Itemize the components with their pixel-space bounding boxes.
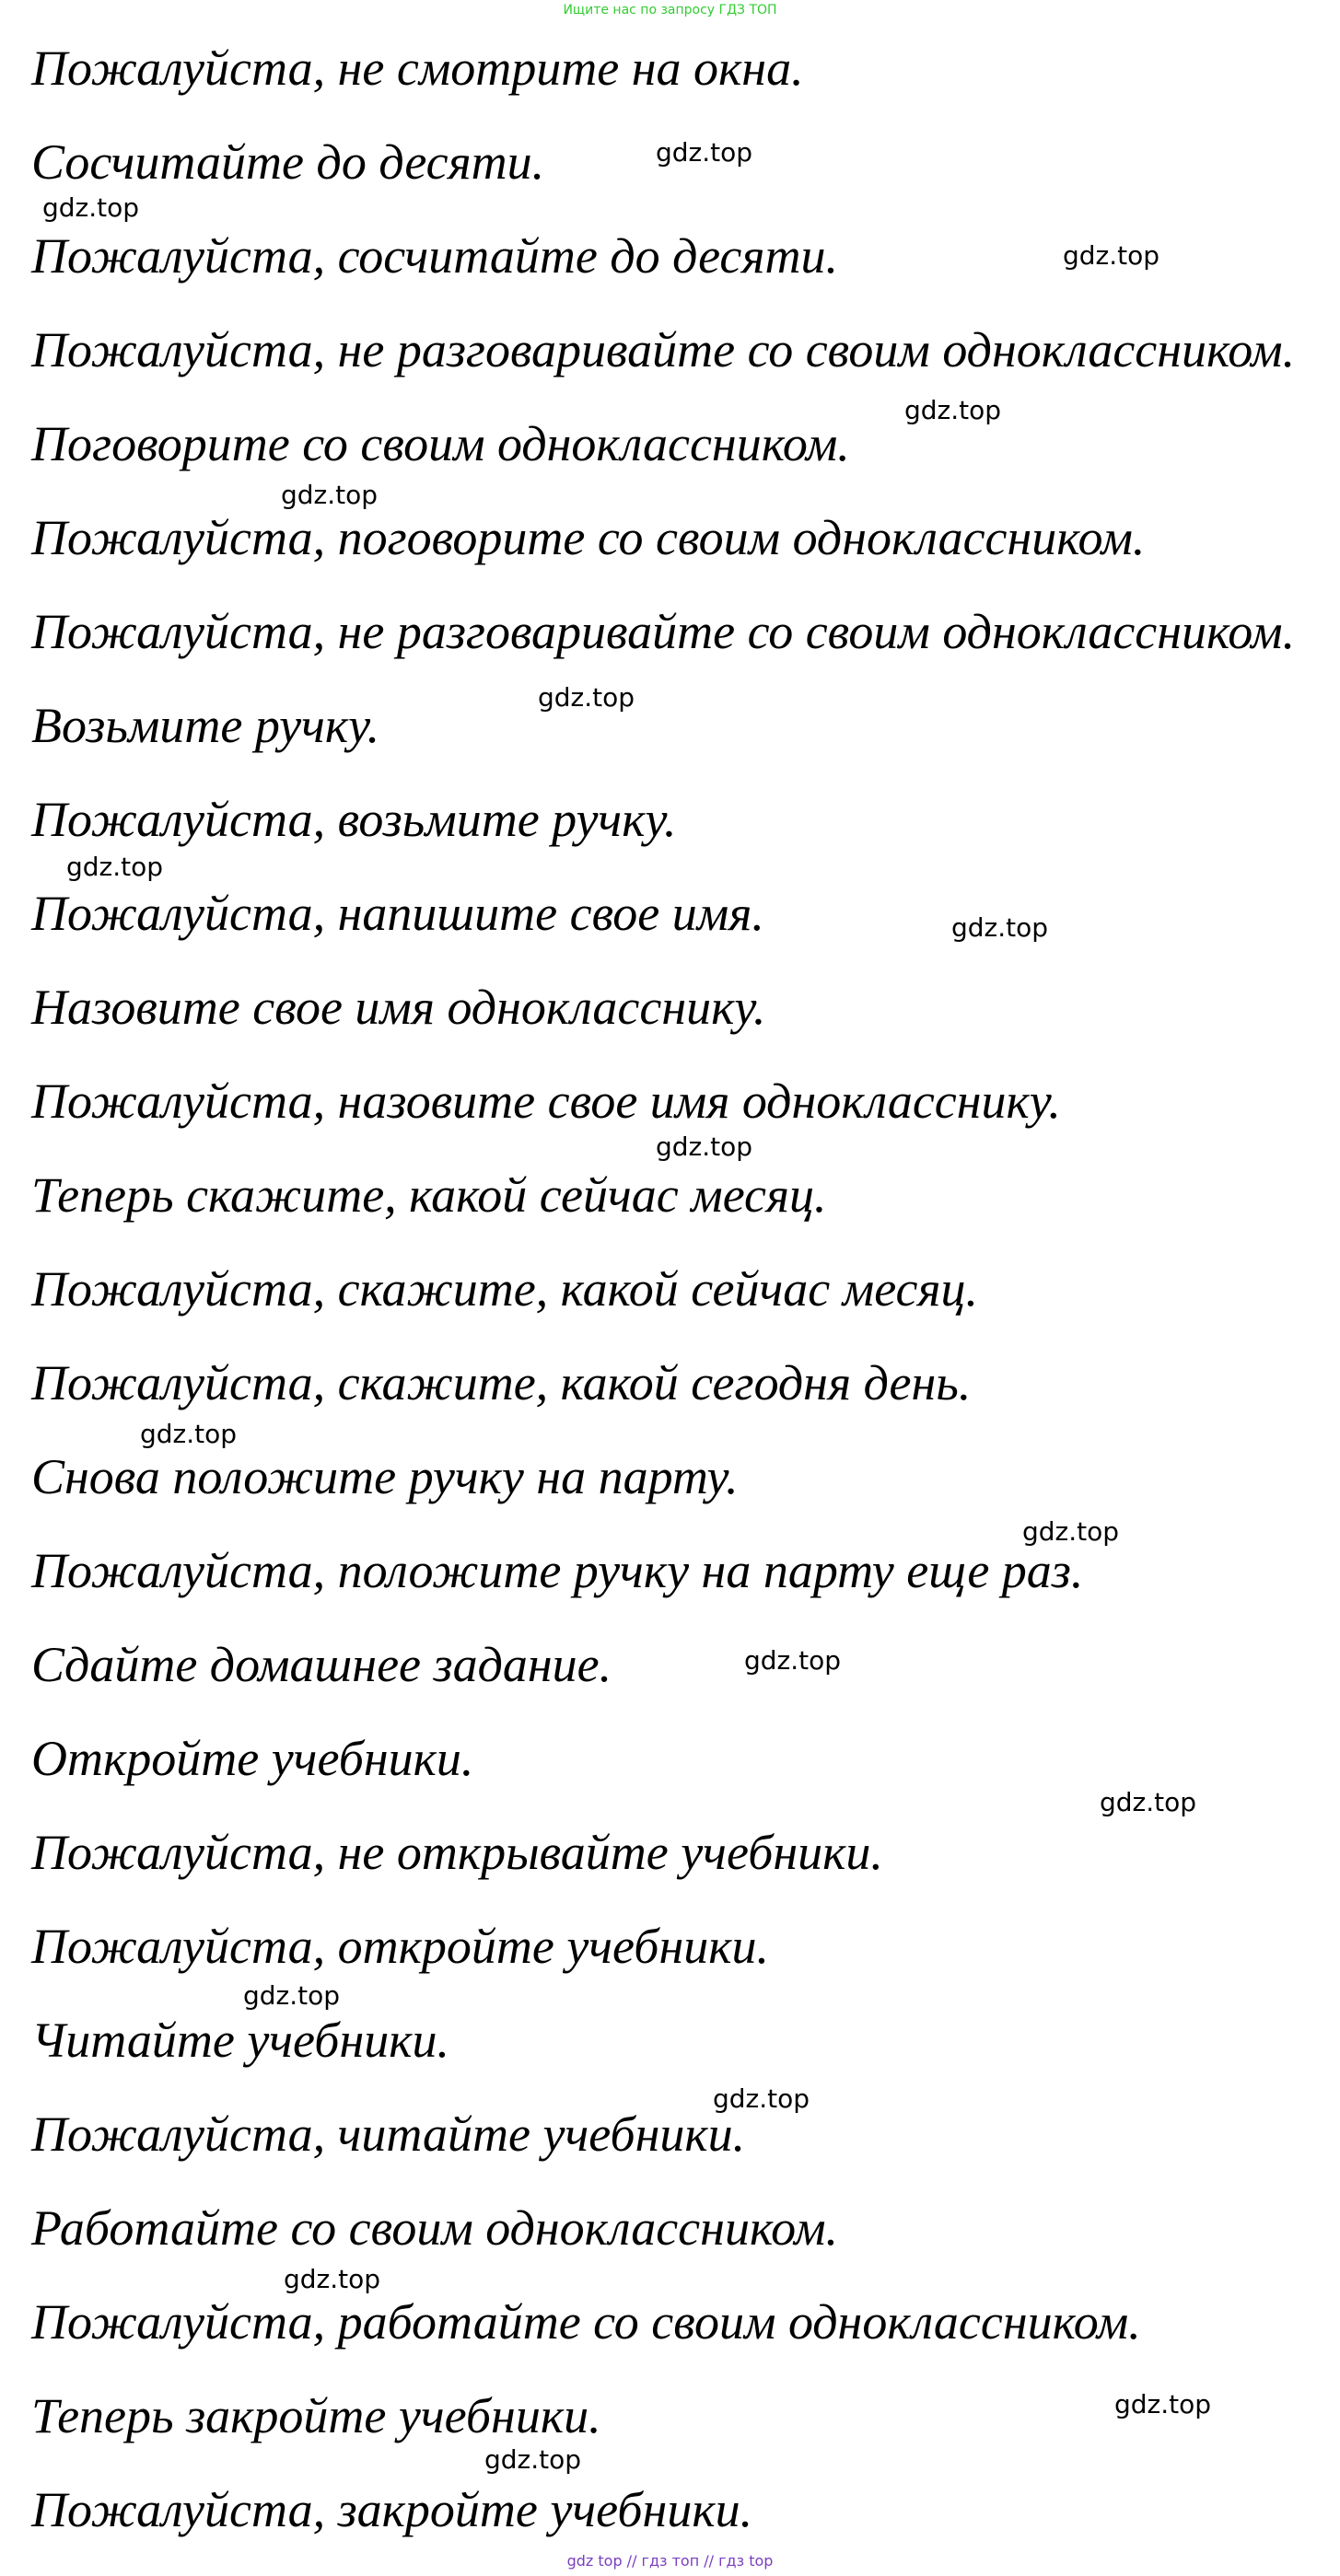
sentence-line: Пожалуйста, работайте со своим одноклассником.	[31, 2294, 1141, 2350]
watermark: gdz.top	[1063, 240, 1160, 271]
sentence-line: Работайте со своим одноклассником.	[31, 2200, 839, 2256]
sentence-line: Теперь скажите, какой сейчас месяц.	[31, 1167, 827, 1223]
watermark: gdz.top	[713, 2083, 810, 2114]
watermark: gdz.top	[281, 480, 379, 510]
sentence-line: Пожалуйста, скажите, какой сегодня день.	[31, 1355, 972, 1410]
watermark: gdz.top	[656, 1131, 753, 1162]
watermark: gdz.top	[1100, 1787, 1197, 1817]
watermark: gdz.top	[904, 395, 1002, 425]
sentence-line: Теперь закройте учебники.	[31, 2388, 601, 2443]
watermark: gdz.top	[243, 1980, 341, 2011]
watermark: gdz.top	[744, 1645, 842, 1676]
sentence-line: Возьмите ручку.	[31, 698, 380, 753]
sentence-line: Пожалуйста, не разговаривайте со своим одноклассником.	[31, 604, 1296, 659]
sentence-line: Откройте учебники.	[31, 1731, 474, 1786]
sentence-line: Пожалуйста, закройте учебники.	[31, 2482, 753, 2537]
sentence-line: Пожалуйста, поговорите со своим одноклассником.	[31, 510, 1146, 565]
sentence-line: Поговорите со своим одноклассником.	[31, 416, 850, 471]
header-note: Ищите нас по запросу ГДЗ ТОП	[563, 3, 777, 17]
sentence-line: Пожалуйста, возьмите ручку.	[31, 792, 677, 847]
sentence-line: Пожалуйста, скажите, какой сейчас месяц.	[31, 1261, 979, 1317]
sentence-line: Пожалуйста, сосчитайте до десяти.	[31, 228, 838, 284]
watermark: gdz.top	[951, 912, 1049, 943]
watermark: gdz.top	[140, 1419, 238, 1449]
sentence-line: Сосчитайте до десяти.	[31, 134, 545, 190]
watermark: gdz.top	[1022, 1516, 1120, 1547]
sentence-line: Снова положите ручку на парту.	[31, 1449, 739, 1504]
watermark: gdz.top	[484, 2444, 582, 2475]
sentence-line: Пожалуйста, положите ручку на парту еще раз.	[31, 1543, 1084, 1598]
sentence-line: Пожалуйста, не разговаривайте со своим одноклассником.	[31, 322, 1296, 377]
watermark: gdz.top	[538, 682, 635, 713]
sentence-line: Пожалуйста, не смотрите на окна.	[31, 41, 804, 96]
watermark: gdz.top	[284, 2264, 381, 2294]
footer-note: gdz top // гдз топ // гдз top	[566, 2552, 774, 2570]
sentence-line: Читайте учебники.	[31, 2013, 450, 2068]
sentence-line: Сдайте домашнее задание.	[31, 1637, 612, 1692]
sentence-line: Назовите свое имя однокласснику.	[31, 980, 766, 1035]
sentence-line: Пожалуйста, назовите свое имя однокласснику.	[31, 1073, 1061, 1129]
sentence-line: Пожалуйста, читайте учебники.	[31, 2106, 746, 2162]
sentence-line: Пожалуйста, напишите свое имя.	[31, 886, 764, 941]
watermark: gdz.top	[66, 852, 164, 882]
watermark: gdz.top	[1114, 2389, 1212, 2419]
watermark: gdz.top	[42, 192, 140, 223]
sentence-line: Пожалуйста, не открывайте учебники.	[31, 1825, 883, 1880]
watermark: gdz.top	[656, 137, 753, 168]
sentence-line: Пожалуйста, откройте учебники.	[31, 1919, 770, 1974]
